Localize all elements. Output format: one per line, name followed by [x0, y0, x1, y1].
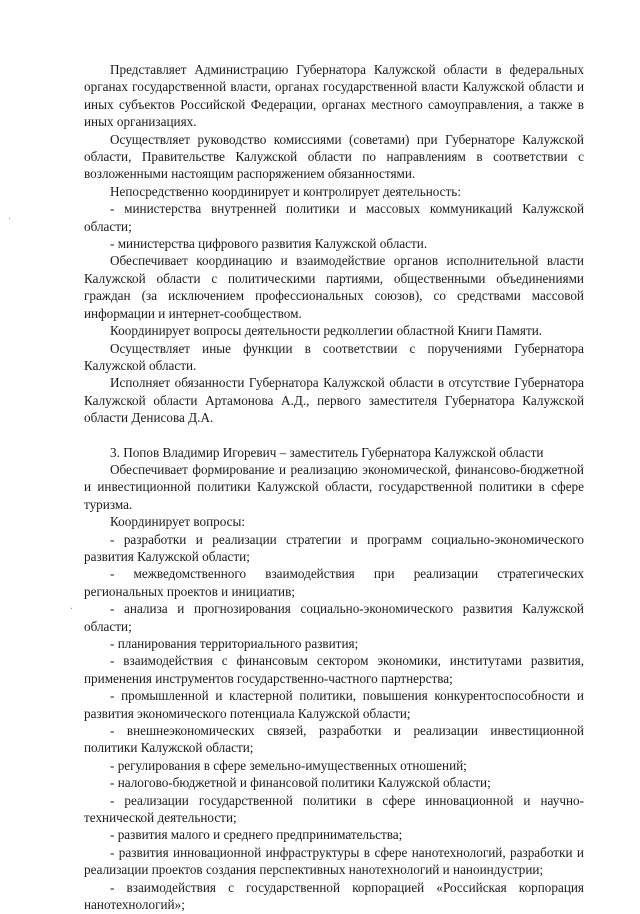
list-item: - взаимодействия с государственной корпорацией «Российская корпорация нанотехнологий»; [84, 879, 584, 913]
list-item: - развития малого и среднего предпринимательства; [110, 827, 403, 843]
paragraph: Координирует вопросы деятельности редколлегии областной Книги Памяти. [110, 323, 543, 339]
section-duties-continued [84, 61, 584, 427]
paragraph: Осуществляет руководство комиссиями (советами) при Губернаторе Калужской области, Правительстве Калужской области по направлениям в соответствии с возложенными настоящим распоряжением обязанностями. [84, 131, 584, 182]
scan-artifact: · [70, 604, 74, 615]
list-item: - регулирования в сфере земельно-имущественных отношений; [110, 757, 467, 773]
list-item: - анализа и прогнозирования социально-экономического развития Калужской области; [84, 601, 584, 634]
paragraph: Обеспечивает координацию и взаимодействие органов исполнительной власти Калужской области с политическими партиями, общественными объединениями граждан (за исключением профессиональных союзов), со средствами массовой информации и интернет-сообществом. [84, 253, 584, 321]
list-item: - межведомственного взаимодействия при реализации стратегических региональных проектов и инициатив; [84, 566, 584, 599]
list-item: - реализации государственной политики в сфере инновационной и научно-технической деятельности; [84, 792, 584, 826]
paragraph: Представляет Администрацию Губернатора Калужской области в федеральных органах государственной власти, органах государственной власти Калужской области и иных субъектов Российской Федерации, органах местного самоуправления, а также в иных организациях. [84, 62, 584, 130]
list-item: - развития инновационной инфраструктуры в сфере нанотехнологий, разработки и реализации проектов создания перспективных нанотехнологий и наноиндустрии; [84, 844, 584, 878]
list-item: - внешнеэкономических связей, разработки и реализации инвестиционной политики Калужской области; [84, 723, 584, 756]
paragraph: Координирует вопросы: [110, 514, 246, 530]
list-item: - промышленной и кластерной политики, повышения конкурентоспособности и развития экономического потенциала Калужской области; [84, 688, 584, 721]
list-item: - министерства внутренней политики и массовых коммуникаций Калужской области; [84, 201, 584, 234]
section-gap [84, 427, 584, 444]
list-item: - налогово-бюджетной и финансовой политики Калужской области; [110, 775, 491, 791]
paragraph: Осуществляет иные функции в соответствии с поручениями Губернатора Калужской области. [84, 340, 584, 373]
scan-artifact: · [8, 214, 12, 225]
section-heading: 3. Попов Владимир Игоревич – заместитель Губернатора Калужской области [110, 444, 544, 460]
paragraph: Обеспечивает формирование и реализацию экономической, финансово-бюджетной и инвестиционной политики Калужской области, государственной политики в сфере туризма. [84, 461, 584, 512]
list-item: - взаимодействия с финансовым сектором экономики, институтами развития, применения инструментов государственно-частного партнерства; [84, 653, 584, 686]
list-item: - планирования территориального развития; [110, 636, 359, 651]
paragraph: Непосредственно координирует и контролирует деятельность: [110, 183, 461, 199]
list-item: - разработки и реализации стратегии и программ социально-экономического развития Калужской области; [84, 531, 584, 564]
paragraph: Исполняет обязанности Губернатора Калужской области в отсутствие Губернатора Калужской области Артамонова А.Д., первого заместителя Губернатора Калужской области Денисова Д.А. [84, 375, 584, 426]
list-item: - министерства цифрового развития Калужской области. [110, 236, 428, 252]
section-popov [84, 444, 584, 914]
